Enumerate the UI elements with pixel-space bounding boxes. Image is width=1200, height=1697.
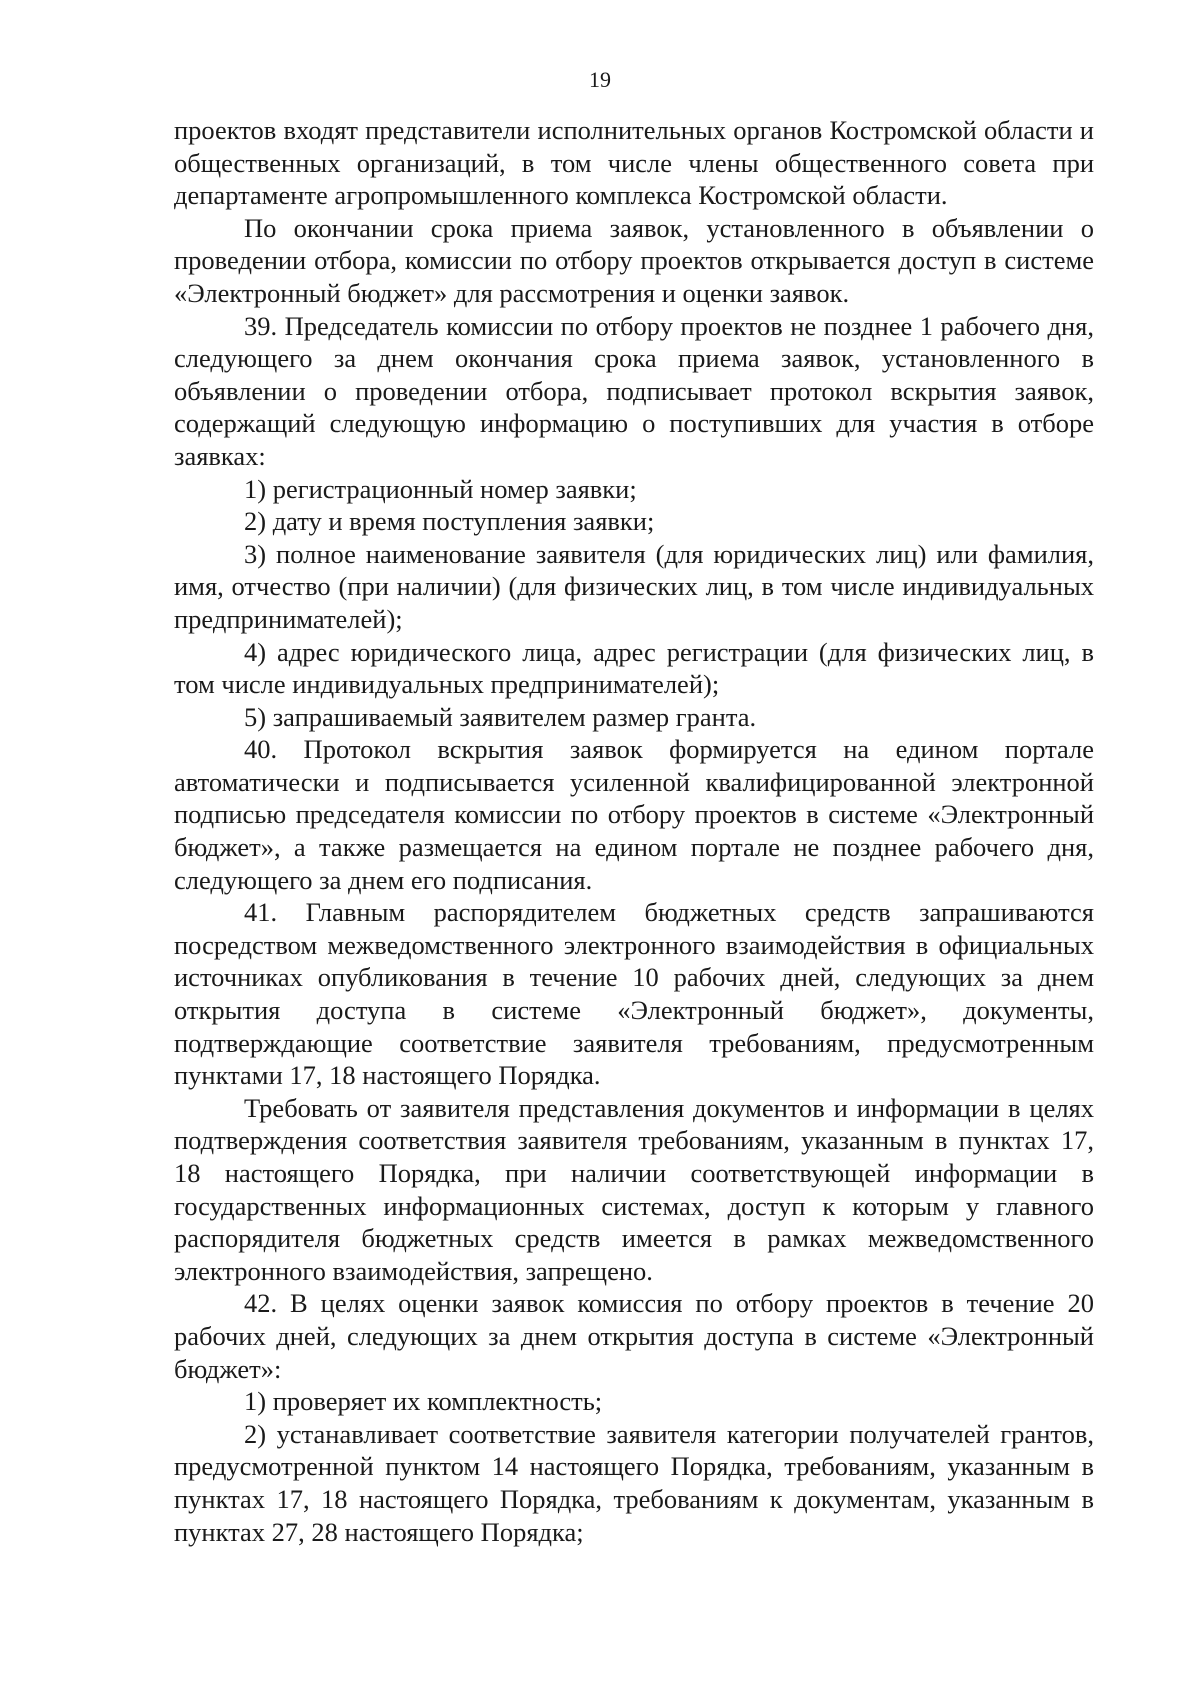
- paragraph-41-prohibition: Требовать от заявителя представления документов и информации в целях подтверждения соответствия заявителя требованиям, указанным в пунктах 17, 18 настоящего Порядка, при наличии соответствующей информации в государственных информационных системах, доступ к которым у главного распорядителя бюджетных средств имеется в рамках межведомственного электронного взаимодействия, запрещено.: [174, 1092, 1094, 1286]
- paragraph-access-opening: По окончании срока приема заявок, установленного в объявлении о проведении отбора, комиссии по отбору проектов открывается доступ в системе «Электронный бюджет» для рассмотрения и оценки заявок.: [174, 212, 1094, 308]
- list-item-42-2: 2) устанавливает соответствие заявителя категории получателей грантов, предусмотренной пунктом 14 настоящего Порядка, требованиям, указанным в пунктах 17, 18 настоящего Порядка, требованиям к документам, указанным в пунктах 27, 28 настоящего Порядка;: [174, 1418, 1094, 1547]
- page-number: 19: [589, 67, 611, 92]
- list-item-39-2: 2) дату и время поступления заявки;: [244, 506, 655, 537]
- paragraph-39: 39. Председатель комиссии по отбору проектов не позднее 1 рабочего дня, следующего за днем окончания срока приема заявок, установленного в объявлении о проведении отбора, подписывает протокол вскрытия заявок, содержащий следующую информацию о поступивших для участия в отборе заявках:: [174, 310, 1094, 471]
- list-item-39-1: 1) регистрационный номер заявки;: [244, 473, 637, 504]
- list-item-42-1: 1) проверяет их комплектность;: [244, 1386, 603, 1417]
- document-body: [174, 114, 1094, 1548]
- paragraph-40: 40. Протокол вскрытия заявок формируется на едином портале автоматически и подписывается усиленной квалифицированной электронной подписью председателя комиссии по отбору проектов в системе «Электронный бюджет», а также размещается на едином портале не позднее рабочего дня, следующего за днем его подписания.: [174, 734, 1094, 895]
- paragraph-42: 42. В целях оценки заявок комиссия по отбору проектов в течение 20 рабочих дней, следующих за днем открытия доступа в системе «Электронный бюджет»:: [174, 1288, 1094, 1384]
- list-item-39-4: 4) адрес юридического лица, адрес регистрации (для физических лиц, в том числе индивидуальных предпринимателей);: [174, 636, 1094, 700]
- list-item-39-5: 5) запрашиваемый заявителем размер гранта.: [244, 701, 757, 732]
- list-item-39-3: 3) полное наименование заявителя (для юридических лиц) или фамилия, имя, отчество (при наличии) (для физических лиц, в том числе индивидуальных предпринимателей);: [174, 538, 1094, 634]
- paragraph-41: 41. Главным распорядителем бюджетных средств запрашиваются посредством межведомственного электронного взаимодействия в официальных источниках опубликования в течение 10 рабочих дней, следующих за днем открытия доступа в системе «Электронный бюджет», документы, подтверждающие соответствие заявителя требованиям, предусмотренным пунктами 17, 18 настоящего Порядка.: [174, 897, 1094, 1091]
- paragraph-continuation: проектов входят представители исполнительных органов Костромской области и общественных организаций, в том числе члены общественного совета при департаменте агропромышленного комплекса Костромской области.: [174, 115, 1094, 211]
